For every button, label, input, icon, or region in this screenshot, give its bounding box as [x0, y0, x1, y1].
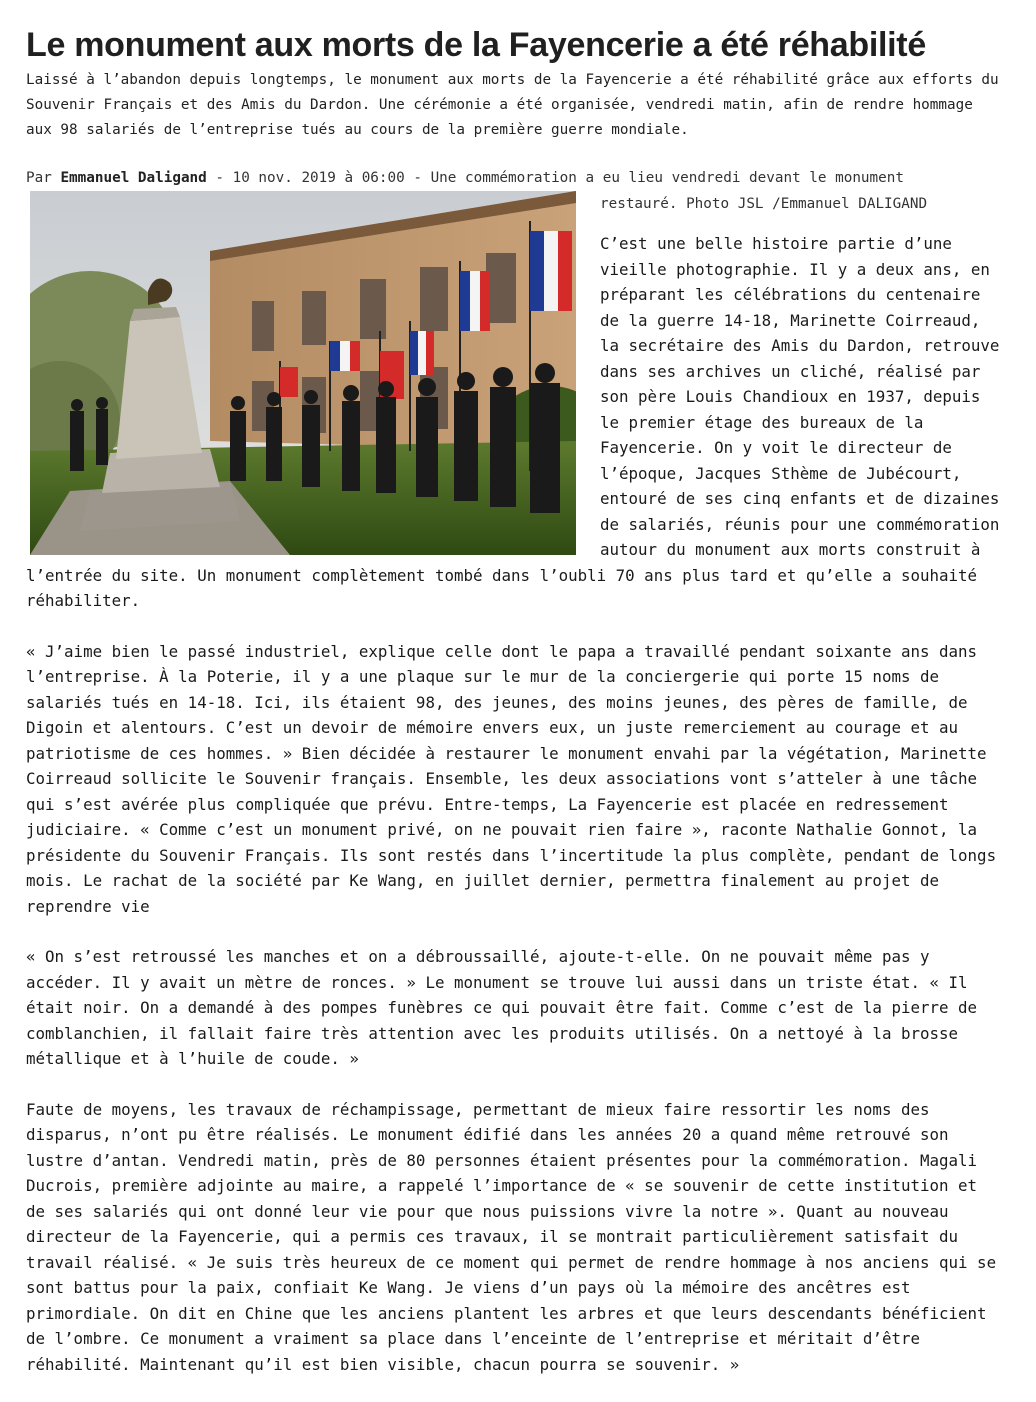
paragraph: « J’aime bien le passé industriel, explique celle dont le papa a travaillé pendant soixante ans dans l’entreprise. À la Poterie, il y a une plaque sur le mur de la conciergerie qui porte 15 noms de salariés tués en 14-18. Ici, ils étaient 98, des jeunes, des moins jeunes, des pères de famille, de Digoin et alentours. C’est un devoir de mémoire envers eux, un juste remerciement au courage et au patriotisme de ces hommes. » Bien décidée à restaurer le monument envahi par la végétation, Marinette Coirreaud sollicite le Souvenir français. Ensemble, les deux associations vont s’atteler à une tâche qui s’est avérée plus compliquée que prévu. Entre-temps, La Fayencerie est placée en redressement judiciaire. « Comme c’est un monument privé, on ne pouvait rien faire », raconte Nathalie Gonnot, la présidente du Souvenir Français. Ils sont restés dans l’incertitude la plus complète, pendant de longs mois. Le rachat de la société par Ke Wang, en juillet dernier, permettra finalement au projet de reprendre vie — [26, 641, 997, 916]
article — [26, 26, 1004, 1402]
article-lede: Laissé à l’abandon depuis longtemps, le monument aux morts de la Fayencerie a été réhabilité grâce aux efforts du Souvenir Français et des Amis du Dardon. Une cérémonie a été organisée, vendredi matin, afin de rendre hommage aux 98 salariés de l’entreprise tués au cours de la première guerre mondiale. — [26, 72, 999, 138]
article-title: Le monument aux morts de la Fayencerie a été réhabilité — [26, 26, 926, 64]
article-photo — [30, 191, 576, 555]
commemoration-photo-illustration — [30, 191, 576, 555]
byline — [26, 165, 1004, 191]
publish-date: - 10 nov. 2019 à 06:00 - — [206, 170, 431, 186]
paragraph: « On s’est retroussé les manches et on a débroussaillé, ajoute-t-elle. On ne pouvait même pas y accéder. Il y avait un mètre de ronces. » Le monument se trouve lui aussi dans un triste état. « Il était noir. On a demandé à des pompes funèbres ce qui pouvait être fait. Comme c’est de la pierre de comblanchien, il fallait faire très attention avec les produits utilisés. On a nettoyé à la brosse métallique et à l’huile de coude. » — [26, 947, 978, 1068]
author-name[interactable]: Emmanuel Daligand — [60, 170, 207, 186]
photo-caption: restauré. Photo JSL /Emmanuel DALIGAND — [600, 196, 928, 212]
byline-prefix: Par — [26, 170, 61, 186]
paragraph: Faute de moyens, les travaux de réchampissage, permettant de mieux faire ressortir les noms des disparus, n’ont pu être réalisés. Le monument édifié dans les années 20 a quand même retrouvé son lustre d’antan. Vendredi matin, près de 80 personnes étaient présentes pour la commémoration. Magali Ducrois, première adjointe au maire, a rappelé l’importance de « se souvenir de cette institution et de ses salariés qui ont donné leur vie pour que nous puissions vivre la notre ». Quant au nouveau directeur de la Fayencerie, qui a permis ces travaux, il se montrait particulièrement satisfait du travail réalisé. « Je suis très heureux de ce moment qui permet de rendre hommage à nos anciens qui se sont battus pour la paix, confiait Ke Wang. Je viens d’un pays où la mémoire des ancêtres est primordiale. On dit en Chine que les anciens plantent les arbres et que leurs descendants bénéficient de l’ombre. Ce monument a vraiment sa place dans l’enceinte de l’entreprise et méritait d’être réhabilité. Maintenant qu’il est bien visible, chacun pourra se souvenir. » — [26, 1099, 997, 1374]
caption-start: Une commémoration a eu lieu vendredi devant le monument — [430, 170, 904, 186]
paragraph: C’est une belle histoire partie d’une vieille photographie. Il y a deux ans, en préparant les célébrations du centenaire de la guerre 14-18, Marinette Coirreaud, la secrétaire des Amis du Dardon, retrouve dans ses archives un cliché, réalisé par son père Louis Chandioux en 1937, depuis le premier étage des bureaux de la Fayencerie. On y voit le directeur de l’époque, Jacques Sthème de Jubécourt, entouré de ses cinq enfants et de dizaines de salariés, réunis pour une commémoration autour du monument aux morts construit à l’entrée du site. Un monument complètement tombé dans l’oubli 70 ans plus tard et qu’elle a souhaité réhabiliter. — [26, 234, 1000, 610]
